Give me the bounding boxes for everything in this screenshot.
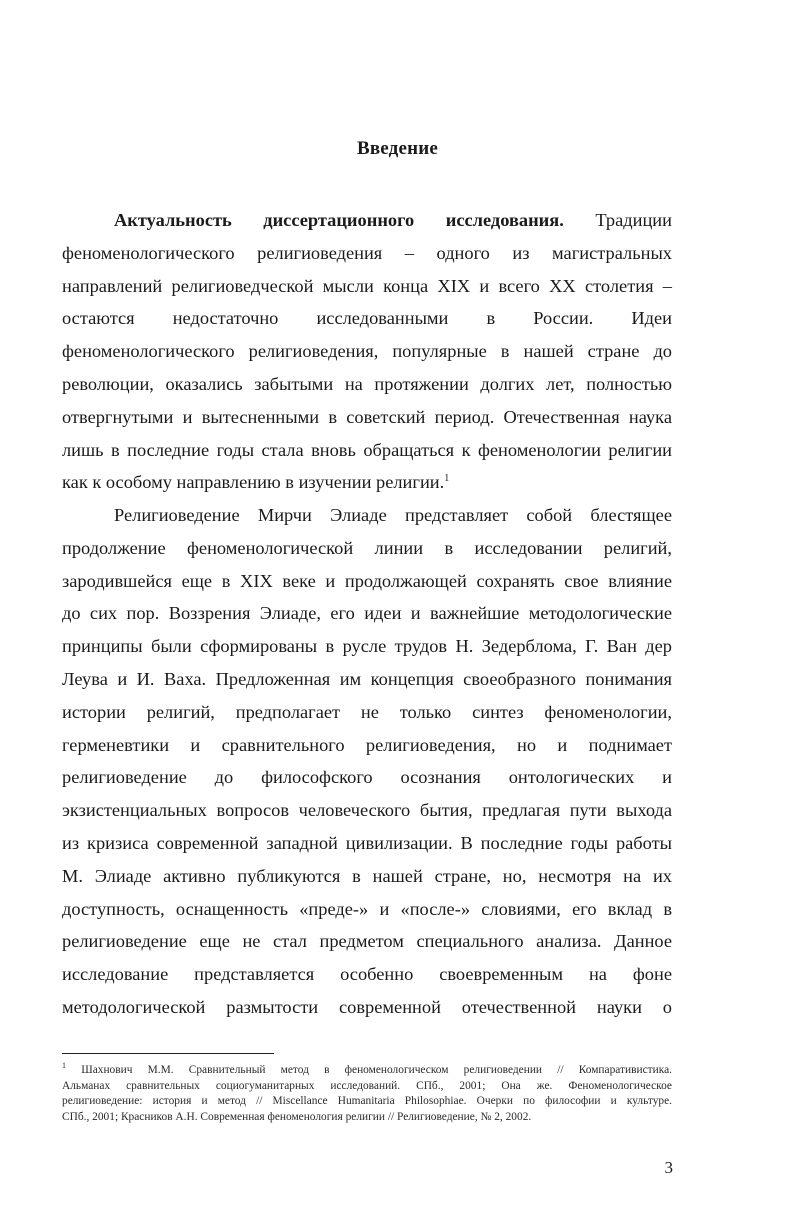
paragraph-line: направлений религиоведческой мысли конца XIX и всего XX столетия – [62,275,672,296]
paragraph-line: зародившейся еще в XIX веке и продолжающей сохранять свое влияние [62,570,672,591]
paragraph-line: истории религий, предполагает не только синтез феноменологии, [62,701,672,722]
paragraph-line: революции, оказались забытыми на протяжении долгих лет, полностью [62,373,672,394]
paragraph-line: остаются недостаточно исследованными в России. Идеи [62,308,672,329]
footnote-reference[interactable]: 1 [444,473,450,485]
paragraph-line: из кризиса современной западной цивилизации. В последние годы работы [62,832,672,853]
footnote-line: СПб., 2001; Красников А.Н. Современная феноменология религии // Религиоведение, № 2, 2002. [62,1110,532,1123]
paragraph-line: исследование представляется особенно своевременным на фоне [62,964,672,985]
paragraph-line: продолжение феноменологической линии в исследовании религий, [62,537,672,558]
footnote-line: религиоведение: история и метод // Miscellance Humanitaria Philosophiae. Очерки по философии и культуре. [62,1095,672,1108]
paragraph-line: религиоведение до философского осознания онтологических и [62,767,672,788]
page-number: 3 [664,1158,673,1177]
paragraph-1 [62,204,672,499]
paragraph-line: М. Элиаде активно публикуются в нашей стране, но, несмотря на их [62,865,672,886]
paragraph-line: отвергнутыми и вытесненными в советский период. Отечественная наука [62,406,672,427]
paragraph-line: до сих пор. Воззрения Элиаде, его идеи и важнейшие методологические [62,603,672,624]
paragraph-line: Леува и И. Ваха. Предложенная им концепция своеобразного понимания [62,668,672,689]
paragraph-2 [62,499,672,1024]
lead-bold-text: Актуальность диссертационного исследования. [114,210,564,230]
paragraph-line [62,466,672,499]
line-text: как к особому направлению в изучении религии. [62,472,445,493]
paragraph-line: принципы были сформированы в русле трудов Н. Зедерблома, Г. Ван дер [62,636,672,657]
paragraph-line: лишь в последние годы стала вновь обращаться к феноменологии религии [62,439,672,460]
paragraph-line: религиоведение еще не стал предметом специального анализа. Данное [62,931,672,952]
footnote-line [62,1063,672,1079]
paragraph-line: феноменологического религиоведения – одного из магистральных [62,242,672,263]
page-title: Введение [356,138,439,159]
paragraph-line: методологической размытости современной отечественной науки о [62,996,672,1017]
footnote [62,1063,672,1125]
paragraph-line: доступность, оснащенность «преде-» и «после-» словиями, его вклад в [62,898,672,919]
paragraph-line: Религиоведение Мирчи Элиаде представляет собой блестящее [114,505,672,525]
paragraph-line [62,204,672,237]
paragraph-line: герменевтики и сравнительного религиоведения, но и поднимает [62,734,672,755]
paragraph-line: экзистенциальных вопросов человеческого бытия, предлагая пути выхода [62,800,672,821]
footnote-line: Альманах сравнительных социогуманитарных исследований. СПб., 2001; Она же. Феноменологическое [62,1079,672,1092]
footnote-separator [62,1053,274,1054]
footnote-marker: 1 [62,1061,66,1071]
footnote-text: Шахнович М.М. Сравнительный метод в феноменологическом религиоведении // Компаративистика. [81,1064,672,1076]
line-text: Традиции [595,210,672,230]
paragraph-line: феноменологического религиоведения, популярные в нашей стране до [62,341,672,362]
